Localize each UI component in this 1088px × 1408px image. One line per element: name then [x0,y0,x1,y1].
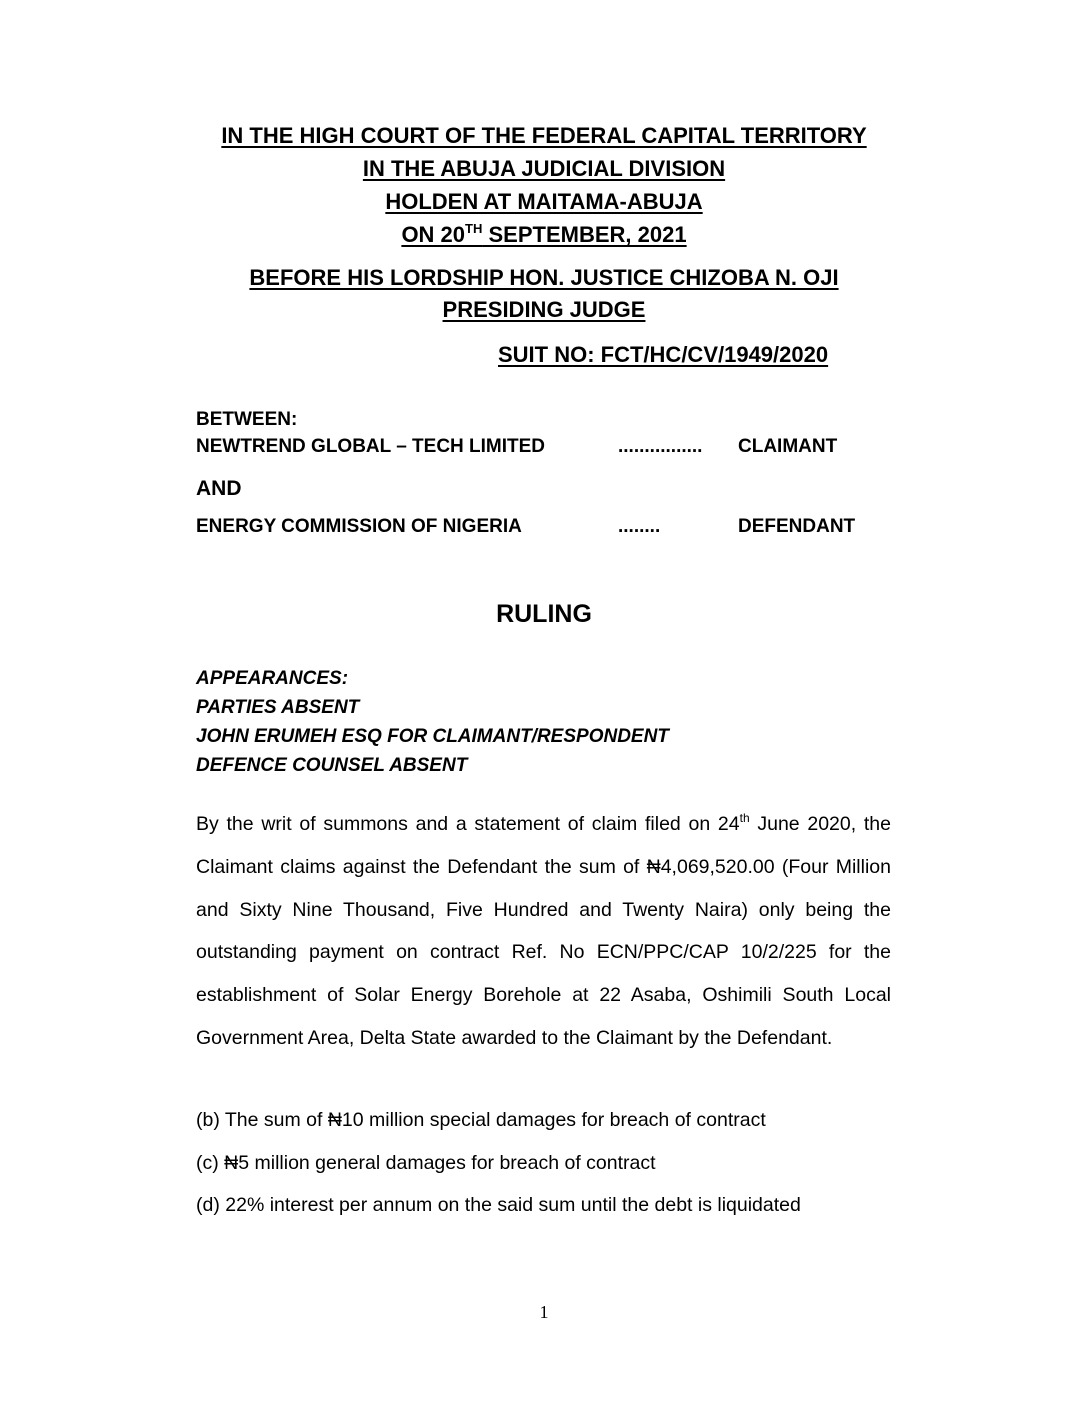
date-heading: ON 20TH SEPTEMBER, 2021 [401,221,687,247]
judge-heading: BEFORE HIS LORDSHIP HON. JUSTICE CHIZOBA N. OJI [249,265,839,290]
claim-item-c: (c) ₦5 million general damages for breach of contract [196,1152,656,1174]
defendant-name: ENERGY COMMISSION OF NIGERIA [196,516,522,537]
between-label: BETWEEN: [196,409,298,430]
claim-paragraph: By the writ of summons and a statement of claim filed on 24th June 2020, the Claimant claims against the Defendant the sum of ₦4,069,520.00 (Four Million and Sixty Nine Thousand, Five Hundred and Twenty Naira) only being the outstanding payment on contract Ref. No ECN/PPC/CAP 10/2/225 for the establishment of Solar Energy Borehole at 22 Asaba, Oshimili South Local Government Area, Delta State awarded to the Claimant by the Defendant. [196,811,891,1049]
document-title: RULING [496,600,592,628]
claim-item-d: (d) 22% interest per annum on the said sum until the debt is liquidated [196,1194,801,1216]
appearance-line: DEFENCE COUNSEL ABSENT [196,755,468,776]
page-number: 1 [539,1302,549,1322]
appearance-line: JOHN ERUMEH ESQ FOR CLAIMANT/RESPONDENT [196,726,669,747]
court-heading: IN THE HIGH COURT OF THE FEDERAL CAPITAL TERRITORY [221,123,867,148]
claimant-dots: ................ [618,436,703,457]
appearances-label: APPEARANCES: [196,668,349,689]
and-label: AND [196,477,242,500]
claimant-role: CLAIMANT [738,436,838,457]
appearances-block [196,664,669,780]
suit-number: SUIT NO: FCT/HC/CV/1949/2020 [498,342,829,367]
appearance-line: PARTIES ABSENT [196,697,360,718]
claim-item-b: (b) The sum of ₦10 million special damages for breach of contract [196,1109,766,1131]
division-heading: IN THE ABUJA JUDICIAL DIVISION [362,156,726,181]
holden-heading: HOLDEN AT MAITAMA-ABUJA [385,189,703,214]
claimant-name: NEWTREND GLOBAL – TECH LIMITED [196,436,546,457]
defendant-dots: ........ [618,516,661,537]
presiding-judge-heading: PRESIDING JUDGE [442,297,646,322]
defendant-role: DEFENDANT [738,516,856,537]
